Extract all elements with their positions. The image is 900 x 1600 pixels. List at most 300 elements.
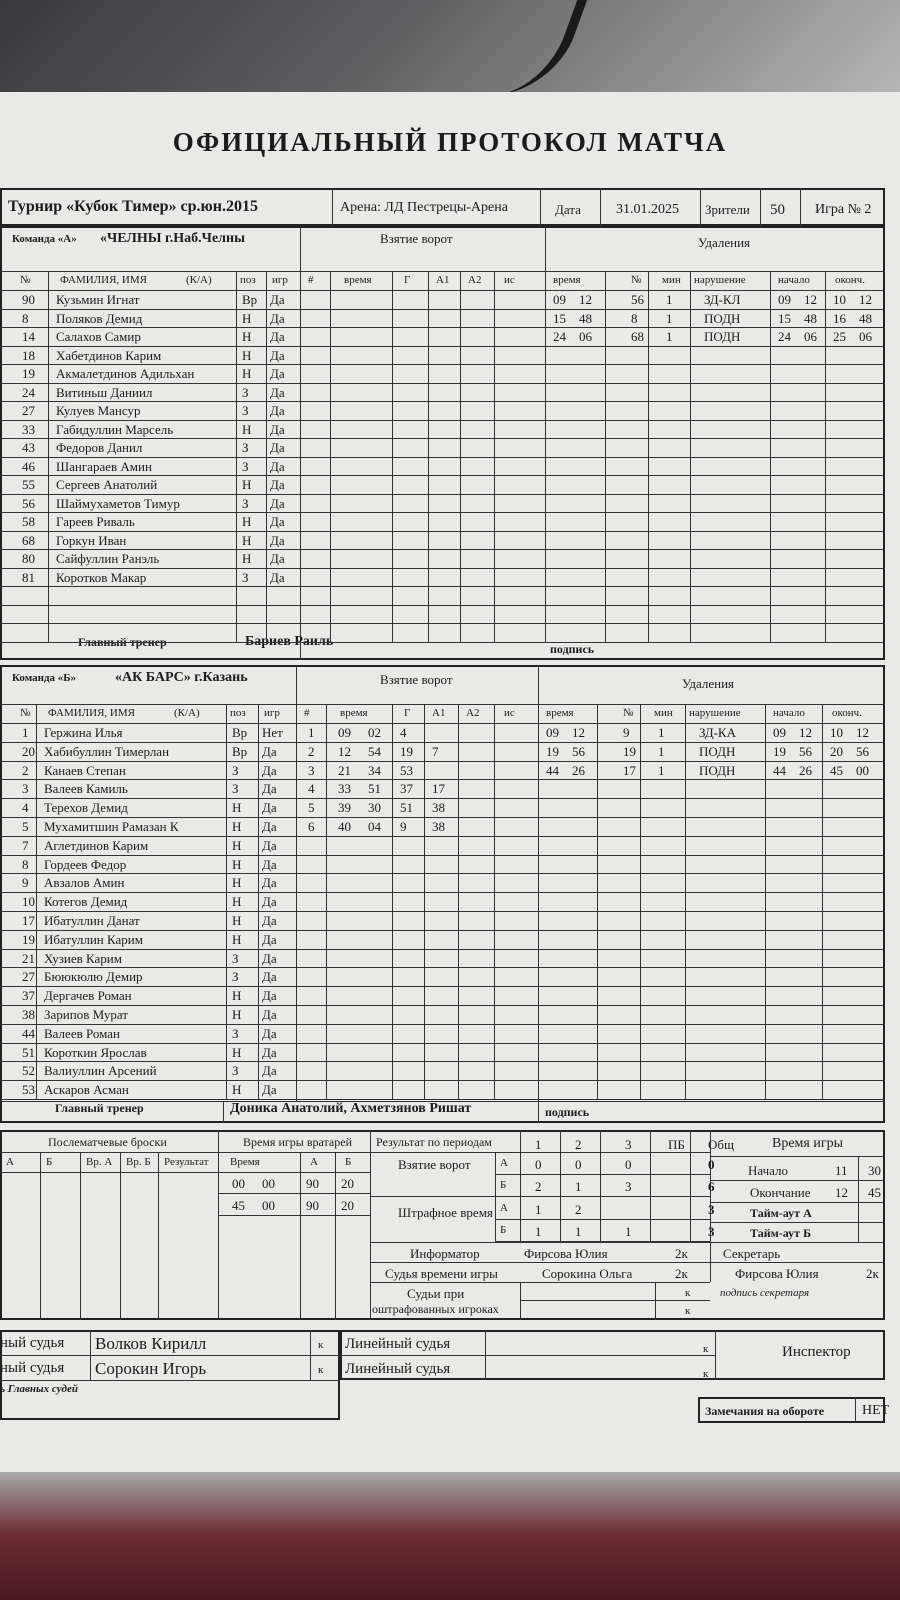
timeout-b-label: Тайм-аут Б [750, 1226, 812, 1240]
grid-line-horizontal [0, 798, 885, 799]
team_b-player-played: Нет [262, 725, 283, 740]
grid-line-horizontal [218, 1215, 370, 1216]
team_b-goal-time-sec: 04 [368, 819, 381, 834]
team_b-player-played: Да [262, 1025, 277, 1041]
team_a-player-name: Коротков Макар [56, 569, 147, 585]
team_b-player-number: 2 [22, 762, 29, 778]
team_a-player-name: Акмалетдинов Адильхан [56, 366, 195, 381]
team_b-player-position: З [232, 969, 239, 985]
period-col-header: Общ [708, 1137, 735, 1152]
team_b-player-position: Н [232, 988, 242, 1004]
referee-2-k: к [318, 1364, 324, 1376]
team_a-player-played: Да [270, 514, 285, 529]
start-time-hour: 11 [835, 1163, 848, 1178]
team_a-player-played: Да [270, 421, 285, 437]
goalie-a: 90 [306, 1198, 319, 1213]
shootout-col-header: Вр. А [86, 1156, 113, 1168]
grid-line-vertical [685, 705, 686, 1099]
team_a-penalty-player: 8 [631, 310, 638, 326]
team_b-player-number: 3 [22, 781, 29, 797]
team_b-goal-time-min: 39 [338, 800, 351, 816]
grid-line-vertical [640, 705, 641, 1099]
team_b-player-number: 17 [22, 913, 35, 928]
team_b-player-played: Да [262, 875, 277, 891]
team-a-name: «ЧЕЛНЫ г.Наб.Челны [100, 231, 246, 246]
team_b-col-header: (К/А) [174, 707, 200, 719]
period-cell: 0 [575, 1157, 582, 1172]
team_b-player-name: Зарипов Мурат [44, 1007, 128, 1022]
team_b-penalty-start-sec: 26 [799, 762, 812, 778]
team_b-player-name: Аскаров Асман [44, 1082, 129, 1098]
team_a-player-played: Да [270, 495, 285, 511]
team_a-player-name: Горкун Иван [56, 532, 127, 548]
team_b-penalty-end-min: 45 [830, 762, 843, 778]
team_a-player-position: Н [242, 532, 252, 548]
team_b-penalty-minutes: 1 [658, 743, 665, 759]
team_b-player-position: Вр [232, 725, 248, 740]
team_a-penalty-end-sec: 06 [859, 329, 872, 344]
grid-line-horizontal [0, 986, 885, 987]
grid-line-horizontal [0, 383, 885, 384]
team_a-player-name: Витиньш Даниил [56, 384, 153, 400]
team_a-col-header: ис [504, 274, 515, 286]
linesman-1-k: к [703, 1343, 709, 1355]
team_b-player-played: Да [262, 800, 277, 816]
team_b-player-played: Да [262, 856, 277, 872]
grid-line-horizontal [495, 1174, 710, 1175]
team_a-player-played: Да [270, 403, 285, 418]
team_b-player-position: Н [232, 931, 242, 947]
team_a-player-name: Кулуев Мансур [56, 403, 141, 418]
period-cell: 1 [625, 1224, 632, 1239]
team_b-goal-assist-1: 7 [432, 743, 439, 759]
team_a-player-number: 18 [22, 347, 35, 363]
penalty-judge-1-k: к [685, 1287, 691, 1299]
team_b-penalty-end-sec: 56 [856, 743, 869, 759]
team_a-player-position: Н [242, 347, 252, 363]
team_a-col-header: Г [404, 274, 411, 286]
team_a-player-number: 90 [22, 292, 35, 307]
team_b-col-header: ис [504, 707, 515, 719]
team_b-col-header: нарушение [689, 707, 741, 719]
team_b-player-position: З [232, 781, 239, 797]
grid-line-horizontal [0, 761, 885, 762]
team_b-player-position: Н [232, 913, 242, 928]
grid-line-vertical [650, 1130, 651, 1242]
page-title: ОФИЦИАЛЬНЫЙ ПРОТОКОЛ МАТЧА [172, 127, 728, 157]
team_b-goal-scorer: 4 [400, 725, 407, 740]
period-cell: 2 [575, 1202, 582, 1217]
grid-line-vertical [326, 705, 327, 1099]
team_a-penalty-end-min: 10 [833, 292, 846, 307]
team_b-player-played: Да [262, 913, 277, 928]
grid-line-vertical [494, 705, 495, 1099]
team_a-penalty-player: 68 [631, 329, 644, 344]
team_b-col-header: игр [264, 707, 280, 719]
end-time-label: Окончание [750, 1185, 811, 1200]
spectators-value: 50 [770, 202, 785, 218]
team_b-goal-time-min: 33 [338, 781, 351, 797]
timekeeper-name: Сорокина Ольга [542, 1266, 633, 1281]
penalty-box-judges-label-1: Судьи при [407, 1286, 465, 1301]
grid-line-vertical [458, 705, 459, 1099]
grid-line-vertical [428, 272, 429, 642]
team_b-goal-assist-1: 17 [432, 781, 445, 797]
team_b-player-played: Да [262, 894, 277, 910]
team-a-signature-label: подпись [550, 642, 595, 656]
team_a-penalty-minutes: 1 [666, 310, 673, 326]
team_a-player-played: Да [270, 384, 285, 400]
team_b-goal-number: 6 [308, 819, 315, 834]
grid-line-vertical [330, 272, 331, 642]
team_a-player-number: 14 [22, 329, 35, 344]
team_b-col-header: поз [230, 707, 246, 719]
informer-name: Фирсова Юлия [524, 1246, 608, 1261]
team_a-penalty-start-min: 15 [778, 310, 791, 326]
team_b-penalty-start-min: 09 [773, 725, 786, 740]
goalies-title: Время игры вратарей [243, 1135, 352, 1149]
team_b-col-header: ФАМИЛИЯ, ИМЯ [48, 707, 135, 719]
team_b-player-number: 19 [22, 931, 35, 947]
grid-line-horizontal [0, 568, 885, 569]
team_a-player-position: Н [242, 421, 252, 437]
team_a-player-played: Да [270, 532, 285, 548]
team_a-col-header: нарушение [694, 274, 746, 286]
team_b-player-name: Гордеев Федор [44, 856, 127, 872]
team_a-player-position: Н [242, 477, 252, 492]
team_a-col-header: ФАМИЛИЯ, ИМЯ [60, 274, 147, 286]
period-col-header: ПБ [668, 1137, 685, 1152]
end-time-min: 45 [868, 1185, 881, 1200]
team_b-player-number: 20 [22, 743, 35, 759]
team_b-player-position: Н [232, 800, 242, 816]
team_b-player-position: Н [232, 856, 242, 872]
team_b-goal-scorer: 53 [400, 762, 413, 778]
shootout-col-header: А [6, 1156, 14, 1168]
grid-line-vertical [80, 1152, 81, 1320]
grid-line-vertical [424, 705, 425, 1099]
team_a-player-played: Да [270, 347, 285, 363]
team_a-player-number: 58 [22, 514, 35, 529]
goalie-b: 20 [341, 1176, 354, 1191]
team_a-player-name: Гареев Риваль [56, 514, 135, 529]
team_b-goal-time-sec: 54 [368, 743, 381, 759]
team_a-player-number: 27 [22, 403, 35, 418]
grid-line-vertical [560, 1130, 561, 1242]
referee-2-name: Сорокин Игорь [95, 1359, 207, 1378]
team_b-player-number: 10 [22, 894, 35, 910]
team_b-player-name: Валеев Роман [44, 1025, 120, 1041]
team_b-goal-scorer: 19 [400, 743, 413, 759]
arena-name: Арена: ЛД Пестрецы-Арена [340, 200, 508, 215]
grid-line-horizontal [0, 531, 885, 532]
grid-line-vertical [236, 272, 237, 642]
shootout-col-header: Результат [164, 1156, 209, 1168]
team_a-player-name: Шангараев Амин [56, 458, 152, 474]
period-cell: 3 [625, 1179, 632, 1194]
team_a-player-name: Федоров Данил [56, 440, 143, 455]
timekeeper-category: 2к [675, 1266, 688, 1281]
shootout-col-header: Б [46, 1156, 53, 1168]
team_a-penalty-minutes: 1 [666, 292, 673, 307]
grid-line-horizontal [0, 605, 885, 606]
grid-line-horizontal [0, 401, 885, 402]
team_b-player-name: Хузиев Карим [44, 950, 122, 966]
team_b-penalty-violation: ПОДН [699, 762, 736, 778]
team_a-penalty-time-min: 24 [553, 329, 566, 344]
team_a-player-name: Салахов Самир [56, 329, 141, 344]
grid-line-horizontal [0, 892, 885, 893]
team_a-player-number: 80 [22, 551, 35, 566]
team-b-coach-label: Главный тренер [55, 1101, 144, 1115]
team_a-player-played: Да [270, 477, 285, 492]
team_b-goal-time-sec: 34 [368, 762, 381, 778]
team_a-penalty-minutes: 1 [666, 329, 673, 344]
team_b-goal-scorer: 37 [400, 781, 413, 797]
team_b-goal-assist-1: 38 [432, 819, 445, 834]
team_b-player-played: Да [262, 969, 277, 985]
team_b-player-name: Валеев Камиль [44, 781, 128, 797]
grid-line-horizontal [0, 1099, 885, 1100]
grid-line-horizontal [0, 364, 885, 365]
team-b-name: «АК БАРС» г.Казань [115, 670, 248, 685]
grid-line-vertical [494, 272, 495, 642]
goals-row-label: Взятие ворот [398, 1157, 471, 1172]
grid-line-horizontal [0, 1043, 885, 1044]
grid-line-horizontal [0, 309, 885, 310]
team-a-penalties-header: Удаления [698, 235, 751, 250]
team_a-player-number: 55 [22, 477, 35, 492]
grid-line-horizontal [0, 742, 885, 743]
informer-category: 2к [675, 1246, 688, 1261]
grid-line-horizontal [0, 642, 885, 643]
team_b-player-position: Вр [232, 743, 248, 759]
grid-line-horizontal [0, 512, 885, 513]
team_b-player-name: Гержина Илья [44, 725, 123, 740]
team_a-penalty-end-sec: 48 [859, 310, 872, 326]
grid-line-horizontal [495, 1219, 710, 1220]
team_a-player-name: Сайфуллин Ранэль [56, 551, 160, 566]
period-col-header: 2 [575, 1137, 582, 1152]
team-b-label: Команда «Б» [12, 672, 77, 684]
team_a-player-played: Да [270, 458, 285, 474]
team_a-penalty-player: 56 [631, 292, 644, 307]
team_b-player-played: Да [262, 819, 277, 834]
team_b-col-header: оконч. [832, 707, 862, 719]
period-team-letter: Б [500, 1224, 507, 1236]
period-cell: 1 [575, 1224, 582, 1239]
game-number: Игра № 2 [815, 202, 872, 217]
timeout-a-label: Тайм-аут А [750, 1206, 812, 1220]
team-a-label: Команда «А» [12, 233, 77, 245]
team_a-penalty-time-sec: 12 [579, 292, 592, 307]
team_a-player-position: Н [242, 329, 252, 344]
linesman-2-label: Линейный судья [345, 1361, 451, 1377]
team_b-player-position: Н [232, 837, 242, 853]
team_b-penalty-time-min: 44 [546, 762, 559, 778]
team_b-penalty-player: 9 [623, 725, 630, 740]
grid-line-vertical [690, 272, 691, 642]
team_b-player-position: З [232, 1063, 239, 1079]
team_b-col-header: мин [654, 707, 673, 719]
grid-line-vertical [48, 272, 49, 642]
secretary-name: Фирсова Юлия [735, 1266, 819, 1281]
grid-line-horizontal [0, 457, 885, 458]
team_a-player-position: З [242, 440, 249, 455]
linesman-2-k: к [703, 1368, 709, 1380]
team_a-penalty-violation: ПОДН [704, 329, 741, 344]
team_b-player-number: 27 [22, 969, 35, 985]
team_a-col-header: игр [272, 274, 288, 286]
team_a-penalty-time-min: 09 [553, 292, 566, 307]
team_b-player-position: Н [232, 1044, 242, 1060]
period-cell: 3 [708, 1202, 715, 1217]
grid-line-vertical [158, 1152, 159, 1320]
period-cell: 0 [625, 1157, 632, 1172]
team_b-player-position: З [232, 1025, 239, 1041]
team_a-player-name: Сергеев Анатолий [56, 477, 158, 492]
goalie-time-sec: 00 [262, 1176, 275, 1191]
team_b-penalty-player: 19 [623, 743, 636, 759]
team_b-player-name: Короткин Ярослав [44, 1044, 147, 1060]
team_b-penalty-time-sec: 56 [572, 743, 585, 759]
grid-line-vertical [597, 705, 598, 1099]
grid-line-horizontal [0, 475, 885, 476]
team_b-penalty-start-min: 19 [773, 743, 786, 759]
period-col-header: 1 [535, 1137, 542, 1152]
team_b-player-name: Мухамитшин Рамазан К [44, 819, 179, 834]
team_a-col-header: мин [662, 274, 681, 286]
referee-1-k: к [318, 1339, 324, 1351]
team_b-penalty-end-min: 20 [830, 743, 843, 759]
grid-line-horizontal [0, 1024, 885, 1025]
team_a-player-number: 24 [22, 384, 35, 400]
grid-line-vertical [392, 705, 393, 1099]
team_b-penalty-minutes: 1 [658, 762, 665, 778]
team_a-penalty-time-sec: 06 [579, 329, 592, 344]
secretary-label: Секретарь [723, 1246, 781, 1261]
grid-line-horizontal [0, 549, 885, 550]
grid-line-vertical [258, 705, 259, 1099]
grid-line-horizontal [0, 1080, 885, 1081]
grid-line-horizontal [0, 779, 885, 780]
team_b-player-played: Да [262, 743, 277, 759]
team_b-goal-time-min: 09 [338, 725, 351, 740]
team_a-player-position: З [242, 403, 249, 418]
team_b-col-header: № [20, 707, 31, 719]
team_a-penalty-start-min: 24 [778, 329, 791, 344]
team_a-player-position: Н [242, 551, 252, 566]
team_b-player-played: Да [262, 1007, 277, 1022]
period-team-letter: А [500, 1157, 508, 1169]
grid-line-horizontal [370, 1196, 710, 1197]
grid-line-horizontal [0, 836, 885, 837]
grid-line-vertical [392, 272, 393, 642]
pim-row-label: Штрафное время [398, 1205, 493, 1220]
team_a-player-played: Да [270, 569, 285, 585]
team_b-penalty-violation: ПОДН [699, 743, 736, 759]
informer-label: Информатор [410, 1246, 480, 1261]
team_b-penalty-end-sec: 00 [856, 762, 869, 778]
team_a-penalty-violation: ПОДН [704, 310, 741, 326]
team-b-goals-header: Взятие ворот [380, 672, 453, 687]
team_a-penalty-time-sec: 48 [579, 310, 592, 326]
secretary-signature-label: подпись секретаря [720, 1287, 810, 1299]
team_a-player-number: 19 [22, 366, 35, 381]
team_a-player-played: Да [270, 329, 285, 344]
team_b-col-header: А2 [466, 707, 480, 719]
period-col-header: 3 [625, 1137, 632, 1152]
team_b-goal-time-sec: 51 [368, 781, 381, 797]
team_a-col-header: начало [778, 274, 810, 286]
team_a-player-played: Да [270, 551, 285, 566]
goalie-col-header: Б [345, 1156, 352, 1168]
team_a-penalty-end-sec: 12 [859, 292, 872, 307]
grid-line-vertical [765, 705, 766, 1099]
team_b-penalty-end-min: 10 [830, 725, 843, 740]
team_b-player-number: 38 [22, 1007, 35, 1022]
goalie-time-min: 45 [232, 1198, 245, 1213]
team_a-col-header: А2 [468, 274, 482, 286]
grid-line-horizontal [0, 930, 885, 931]
team_b-goal-time-sec: 30 [368, 800, 381, 816]
period-cell: 0 [708, 1157, 715, 1172]
remarks-label: Замечания на обороте [705, 1404, 825, 1418]
team_a-player-name: Кузьмин Игнат [56, 292, 140, 307]
period-team-letter: Б [500, 1179, 507, 1191]
team_b-player-played: Да [262, 1063, 277, 1079]
team_b-player-name: Ибатуллин Данат [44, 913, 140, 928]
grid-line-vertical [36, 705, 37, 1099]
team_b-player-name: Ибатуллин Карим [44, 931, 143, 947]
grid-line-horizontal [0, 967, 885, 968]
grid-line-vertical [226, 705, 227, 1099]
grid-line-horizontal [0, 327, 885, 328]
team-a-coach: Бариев Раиль [245, 634, 334, 649]
goalie-col-header: Время [230, 1156, 260, 1168]
team_a-col-header: № [631, 274, 642, 286]
team_b-goal-time-min: 40 [338, 819, 351, 834]
team-a-coach-label: Главный тренер [78, 635, 167, 649]
grid-line-vertical [460, 272, 461, 642]
grid-line-horizontal [0, 949, 885, 950]
penalty-box-judges-label-2: оштрафованных игроках [372, 1302, 499, 1316]
grid-line-vertical [300, 1152, 301, 1320]
team_b-penalty-time-sec: 26 [572, 762, 585, 778]
grid-line-horizontal [0, 623, 885, 624]
grid-line-horizontal [0, 290, 885, 291]
team_b-goal-number: 4 [308, 781, 315, 797]
period-cell: 0 [535, 1157, 542, 1172]
grid-line-vertical [335, 1152, 336, 1320]
team_b-player-position: Н [232, 875, 242, 891]
team_a-col-header: (К/А) [186, 274, 212, 286]
grid-line-vertical [690, 1130, 691, 1242]
team_b-player-number: 44 [22, 1025, 35, 1041]
inspector-label: Инспектор [782, 1344, 851, 1360]
team_b-player-played: Да [262, 837, 277, 853]
team_b-penalty-start-sec: 56 [799, 743, 812, 759]
team_b-penalty-start-min: 44 [773, 762, 786, 778]
team_a-player-name: Шаймухаметов Тимур [56, 495, 180, 511]
team_b-player-name: Валиуллин Арсений [44, 1063, 157, 1079]
team_b-player-played: Да [262, 988, 277, 1004]
team_b-player-position: Н [232, 1082, 242, 1098]
goalie-time-min: 00 [232, 1176, 245, 1191]
team_a-player-position: З [242, 384, 249, 400]
team_a-player-number: 46 [22, 458, 35, 474]
shootout-title: Послематчевые броски [48, 1135, 167, 1149]
